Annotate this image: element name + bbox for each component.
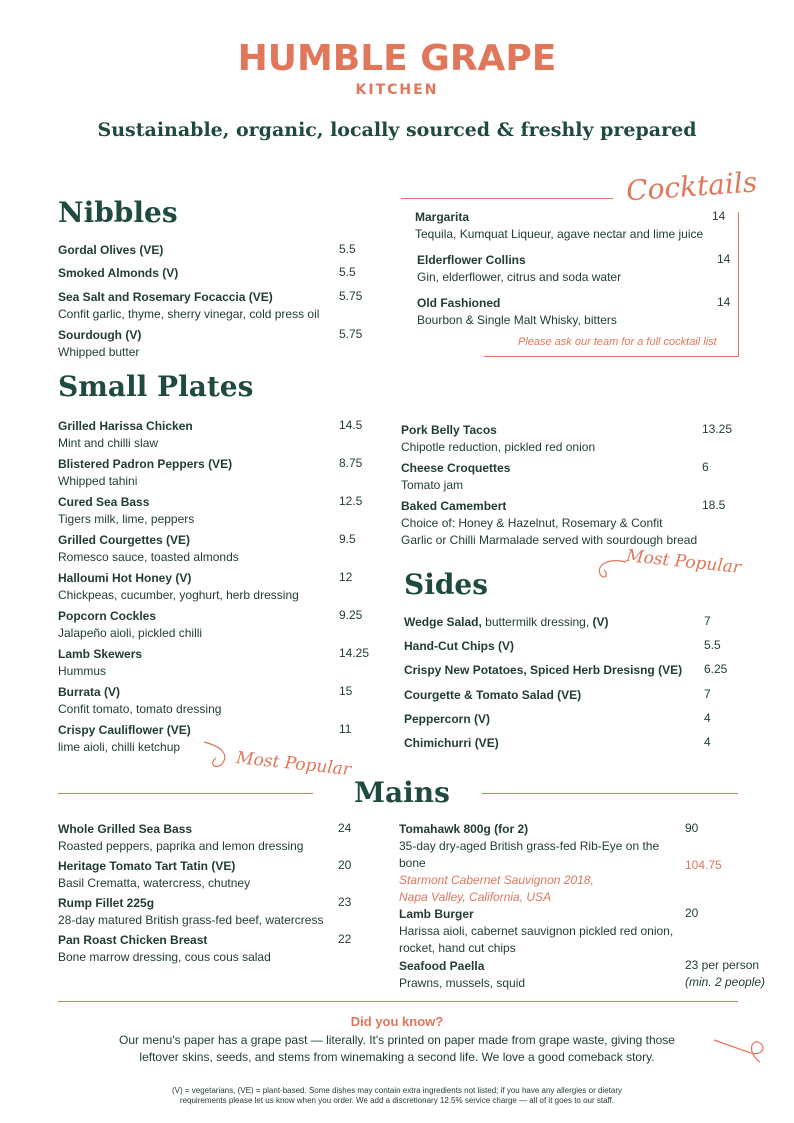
item-desc: Basil Crematta, watercress, chutney [58, 876, 251, 890]
item-tag: (V) [104, 685, 121, 699]
menu-item [58, 895, 378, 929]
mains-divider-right [482, 793, 738, 794]
item-tag: (VE) [166, 723, 191, 737]
item-price: 23 per person [685, 958, 760, 972]
item-name: Chimichurri [404, 736, 472, 750]
min-people: (min. 2 people) [685, 975, 766, 989]
swirl-arrow-icon [590, 556, 630, 582]
item-name: Heritage Tomato Tart Tatin [58, 859, 209, 873]
item-desc: Chipotle reduction, pickled red onion [401, 440, 596, 454]
item-price: 7 [704, 614, 711, 628]
item-tag: (V) [125, 328, 142, 342]
menu-item [417, 252, 717, 286]
menu-item [58, 456, 378, 490]
menu-item [58, 684, 378, 718]
menu-item [404, 614, 694, 631]
item-name: Halloumi Hot Honey [58, 571, 173, 585]
item-tag: (VE) [658, 663, 683, 678]
item-price: 22 [338, 932, 352, 946]
item-price: 5.5 [339, 242, 356, 256]
item-price: 14 [712, 209, 726, 223]
item-tag: (V) [162, 266, 179, 280]
footer-divider [58, 1001, 738, 1002]
item-tag: (VE) [139, 243, 164, 257]
item-tag: (V) [175, 571, 192, 585]
item-tag: (VE) [248, 290, 273, 304]
item-name: Smoked Almonds [58, 266, 159, 280]
most-popular-label-2: Most Popular [235, 748, 352, 780]
menu-item [58, 821, 378, 855]
cocktail-box-bottom [484, 356, 739, 357]
menu-item [58, 608, 378, 642]
item-desc: Chickpeas, cucumber, yoghurt, herb dressing [58, 588, 299, 602]
item-desc: 28-day matured British grass-fed beef, watercress [58, 913, 324, 927]
item-desc: Tequila, Kumquat Liqueur, agave nectar and lime juice [415, 227, 704, 241]
brand-sub: KITCHEN [355, 82, 439, 98]
item-price: 5.5 [339, 265, 356, 279]
item-price: 23 [338, 895, 352, 909]
item-name: Courgette & Tomato Salad [404, 687, 554, 702]
menu-item [404, 662, 694, 679]
item-desc: Garlic or Chilli Marmalade served with sourdough bread [401, 533, 698, 547]
item-price: 20 [685, 906, 699, 920]
item-name: Rump Fillet 225g [58, 896, 155, 910]
item-name: Lamb Burger [399, 907, 474, 921]
item-note: buttermilk dressing, [481, 615, 593, 629]
item-name: Lamb Skewers [58, 647, 143, 661]
menu-item [404, 711, 694, 728]
brand-name: HUMBLE GRAPE [237, 38, 557, 79]
mains-title: Mains [354, 776, 450, 809]
menu-item [404, 735, 694, 752]
item-desc: bone [399, 856, 426, 870]
item-name: Tomahawk 800g [399, 822, 491, 836]
item-name: Sea Salt and Rosemary Focaccia [58, 290, 246, 304]
menu-item [58, 570, 378, 604]
item-desc: Harissa aioli, cabernet sauvignon pickled red onion, [399, 924, 674, 938]
sides-title: Sides [404, 568, 489, 601]
item-name: Whole Grilled Sea Bass [58, 822, 193, 836]
mains-divider-left [58, 793, 313, 794]
item-name: Cured Sea Bass [58, 495, 150, 509]
item-price: 14 [717, 295, 731, 309]
menu-item [58, 265, 378, 282]
item-name: Pan Roast Chicken Breast [58, 933, 208, 947]
menu-item [401, 498, 701, 549]
item-name: Burrata [58, 685, 101, 699]
menu-item [404, 687, 694, 704]
menu-item [401, 460, 701, 494]
item-desc: Hummus [58, 664, 107, 678]
item-desc: Confit tomato, tomato dressing [58, 702, 222, 716]
item-desc: Jalapeño aioli, pickled chilli [58, 626, 203, 640]
item-price: 24 [338, 821, 352, 835]
item-price: 4 [704, 735, 711, 749]
item-desc: Confit garlic, thyme, sherry vinegar, cold press oil [58, 307, 320, 321]
item-desc: Roasted peppers, paprika and lemon dressing [58, 839, 304, 853]
small-plates-title: Small Plates [58, 370, 254, 403]
item-desc: Whipped tahini [58, 474, 138, 488]
item-desc: Choice of: Honey & Hazelnut, Rosemary & Confit [401, 516, 663, 530]
item-tag: (VE) [208, 457, 233, 471]
item-name: Sourdough [58, 328, 122, 342]
item-name: Gordal Olives [58, 243, 137, 257]
cocktail-note: Please ask our team for a full cocktail list [518, 336, 717, 348]
item-price: 14.5 [339, 418, 363, 432]
item-desc: Bone marrow dressing, cous cous salad [58, 950, 271, 964]
menu-item [58, 532, 378, 566]
menu-item [401, 422, 701, 456]
item-name: Cheese Croquettes [401, 461, 511, 475]
fine-line: requirements please let us know when you order. We add a discretionary 12.5% service charge — all of it goes to our staff. [179, 1096, 615, 1105]
menu-item [58, 242, 378, 259]
item-tag: (V) [474, 711, 491, 726]
item-price: 90 [685, 821, 699, 835]
item-name: Grilled Harissa Chicken [58, 419, 193, 433]
item-price: 9.5 [339, 532, 356, 546]
item-name: Peppercorn [404, 711, 471, 726]
item-desc: lime aioli, chilli ketchup [58, 740, 181, 754]
menu-item [58, 418, 378, 452]
item-price: 13.25 [702, 422, 733, 436]
menu-item [58, 327, 378, 361]
item-name: Pork Belly Tacos [401, 423, 497, 437]
menu-item [58, 858, 378, 892]
item-price: 11 [339, 722, 352, 736]
footer-text [100, 1032, 694, 1066]
item-price: 6.25 [704, 662, 728, 677]
item-price: 5.75 [339, 327, 363, 341]
item-tag: (V) [592, 615, 609, 629]
item-name: Seafood Paella [399, 959, 485, 973]
wine-pairing: Starmont Cabernet Sauvignon 2018, [399, 873, 594, 887]
item-price: 6 [702, 460, 709, 474]
item-tag: (VE) [211, 859, 236, 873]
item-tag: (VE) [557, 687, 582, 702]
footer-title: Did you know? [350, 1014, 444, 1029]
wine-price: 104.75 [685, 858, 722, 872]
fine-print [120, 1086, 674, 1106]
item-price: 20 [338, 858, 352, 872]
item-name: Wedge Salad, [404, 615, 482, 629]
item-price: 12.5 [339, 494, 363, 508]
item-price: 9.25 [339, 608, 363, 622]
item-price: 5.5 [704, 638, 721, 653]
item-name: Crispy Cauliflower [58, 723, 164, 737]
menu-item [417, 295, 717, 329]
footer-line: leftover skins, seeds, and stems from winemaking a second life. We love a good comeback story. [139, 1050, 655, 1064]
item-price: 15 [339, 684, 353, 698]
item-desc: Whipped butter [58, 345, 140, 359]
swirl-arrow-icon [200, 740, 240, 772]
cocktail-box-side [738, 212, 739, 357]
burger-item [399, 906, 679, 957]
most-popular-label: Most Popular [625, 546, 742, 578]
item-desc: 35-day dry-aged British grass-fed Rib-Eye on the [399, 839, 660, 853]
menu-item [58, 646, 378, 680]
item-desc: Tigers milk, lime, peppers [58, 512, 195, 526]
item-price: 14.25 [339, 646, 370, 660]
item-name: Elderflower Collins [417, 253, 526, 267]
item-price: 14 [717, 252, 731, 266]
swirl-arrow-icon [712, 1030, 770, 1070]
item-price: 18.5 [702, 498, 726, 512]
item-name: Blistered Padron Peppers [58, 457, 205, 471]
menu-item [58, 289, 378, 323]
item-price: 8.75 [339, 456, 363, 470]
item-desc: Prawns, mussels, squid [399, 976, 526, 990]
item-desc: Tomato jam [401, 478, 464, 492]
item-name: Popcorn Cockles [58, 609, 157, 623]
footer-line: Our menu's paper has a grape past — literally. It's printed on paper made from grape waste, giving those [119, 1033, 675, 1047]
item-desc: Bourbon & Single Malt Whisky, bitters [417, 313, 617, 327]
tomahawk-item [399, 821, 669, 906]
menu-item [58, 932, 378, 966]
tagline: Sustainable, organic, locally sourced & freshly prepared [97, 119, 697, 141]
item-price: 7 [704, 686, 711, 701]
item-desc: Mint and chilli slaw [58, 436, 159, 450]
item-desc: Romesco sauce, toasted almonds [58, 550, 239, 564]
cocktail-box-top [401, 198, 613, 199]
item-name: Old Fashioned [417, 296, 501, 310]
item-tag: (VE) [166, 533, 191, 547]
item-name: Crispy New Potatoes, Spiced Herb Dresisng [404, 663, 655, 678]
paella-item [399, 958, 669, 992]
item-tag: (V) [498, 639, 514, 654]
item-name: Hand-Cut Chips [404, 639, 495, 654]
menu-item [58, 494, 378, 528]
fine-line: (V) = vegetarians, (VE) = plant-based. Some dishes may contain extra ingredients not listed; if you have any allergies or dietary [171, 1086, 622, 1095]
item-price: 4 [704, 710, 711, 725]
item-name: Grilled Courgettes [58, 533, 163, 547]
wine-region: Napa Valley, California, USA [399, 890, 552, 904]
menu-item [415, 209, 715, 243]
item-tag: (for 2) [494, 822, 529, 836]
item-name: Margarita [415, 210, 470, 224]
cocktails-title: Cocktails [625, 165, 759, 208]
item-price: 12 [339, 570, 353, 584]
item-tag: (VE) [474, 736, 499, 750]
item-desc: Gin, elderflower, citrus and soda water [417, 270, 622, 284]
nibbles-title: Nibbles [58, 196, 178, 229]
item-price: 5.75 [339, 289, 363, 303]
menu-item [404, 638, 694, 655]
item-desc: rocket, hand cut chips [399, 941, 516, 955]
item-name: Baked Camembert [401, 499, 507, 513]
